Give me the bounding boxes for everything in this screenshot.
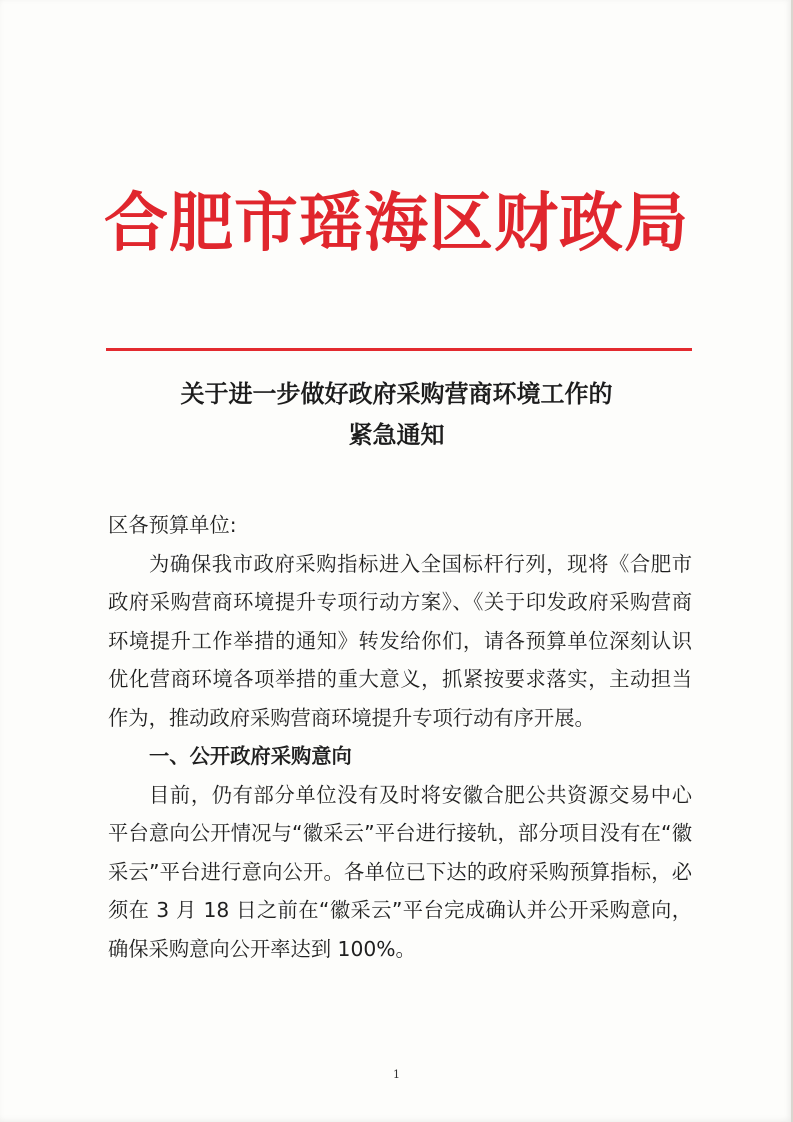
document-title-line-1: 关于进一步做好政府采购营商环境工作的 [180, 380, 613, 408]
intro-paragraph: 为确保我市政府采购指标进入全国标杆行列，现将《合肥市政府采购营商环境提升专项行动方案》、《关于印发政府采购营商环境提升工作举措的通知》转发给你们，请各预算单位深刻认识优化营商环境各项举措的重大意义，抓紧按要求落实，主动担当作为，推动政府采购营商环境提升专项行动有序开展。 [108, 551, 692, 730]
addressee: 区各预算单位: [108, 513, 237, 537]
section-1-paragraph: 目前，仍有部分单位没有及时将安徽合肥公共资源交易中心平台意向公开情况与“徽采云”平台进行接轨，部分项目没有在“徽采云”平台进行意向公开。各单位已下达的政府采购预算指标，必须在 3 月 18 日之前在“徽采云”平台完成确认并公开采购意向，确保采购意向公开率达到 100%。 [108, 782, 692, 961]
red-separator-line [106, 348, 692, 351]
document-title-line-2: 紧急通知 [348, 421, 445, 449]
document-title [0, 374, 793, 456]
document-body [108, 506, 692, 968]
section-1-heading: 一、公开政府采购意向 [149, 744, 352, 768]
issuer-name: 合肥市瑶海区财政局 [104, 186, 689, 261]
page-number: 1 [393, 1068, 400, 1081]
